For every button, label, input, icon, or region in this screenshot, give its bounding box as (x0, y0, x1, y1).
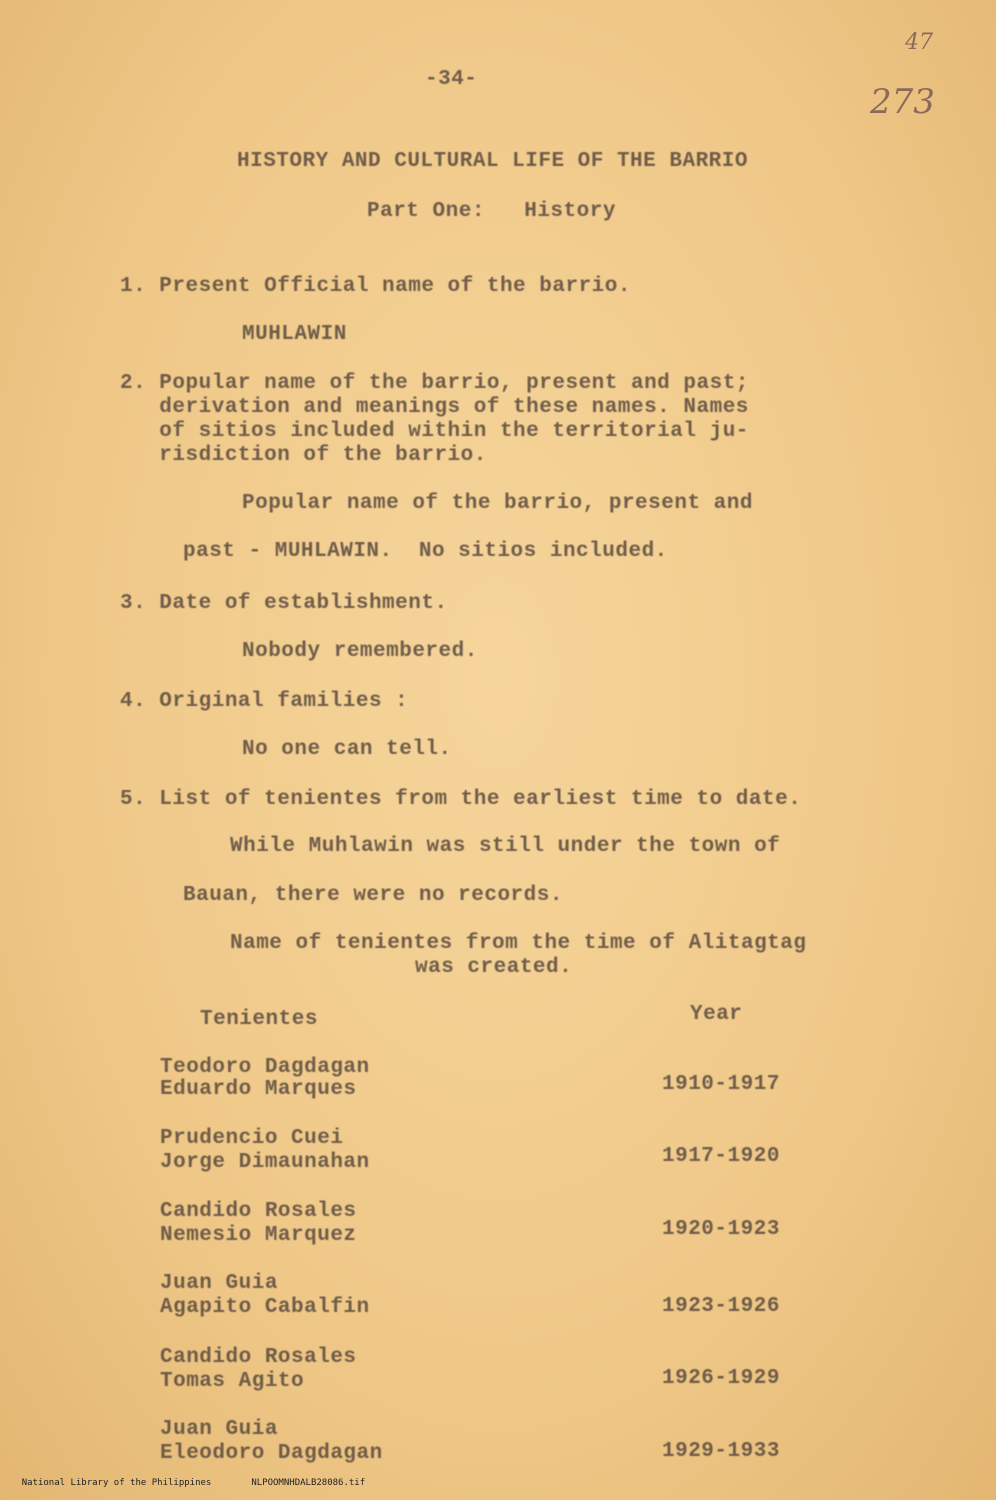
question-3: 3. Date of establishment. (120, 592, 448, 615)
teniente-name: Candido Rosales (160, 1200, 357, 1223)
teniente-years: 1926-1929 (662, 1367, 780, 1390)
teniente-years: 1917-1920 (662, 1145, 780, 1168)
answer-2-line: past - MUHLAWIN. No sitios included. (183, 540, 668, 563)
document-title: HISTORY AND CULTURAL LIFE OF THE BARRIO (237, 150, 748, 173)
question-5: 5. List of tenientes from the earliest time to date. (120, 788, 802, 811)
answer-2-line: Popular name of the barrio, present and (242, 492, 753, 515)
teniente-name: Juan Guia (160, 1418, 278, 1441)
answer-5-line: While Muhlawin was still under the town of (230, 835, 781, 858)
question-2-line: risdiction of the barrio. (120, 444, 487, 467)
column-header-year: Year (690, 1003, 743, 1026)
teniente-years: 1923-1926 (662, 1295, 780, 1318)
answer-1: MUHLAWIN (242, 323, 347, 346)
column-header-tenientes: Tenientes (200, 1008, 318, 1031)
question-2-line: of sitios included within the territorial ju- (120, 420, 749, 443)
tenientes-intro-line: Name of tenientes from the time of Alitagtag (230, 932, 807, 955)
teniente-name: Eleodoro Dagdagan (160, 1442, 383, 1465)
teniente-name: Prudencio Cuei (160, 1127, 344, 1150)
teniente-name: Agapito Cabalfin (160, 1296, 370, 1319)
teniente-name: Jorge Dimaunahan (160, 1151, 370, 1174)
teniente-years: 1920-1923 (662, 1218, 780, 1241)
question-2-line: 2. Popular name of the barrio, present and past; (120, 372, 749, 395)
margin-note-handwritten-number: 273 (870, 82, 935, 122)
answer-4: No one can tell. (242, 738, 452, 761)
teniente-name: Eduardo Marques (160, 1078, 357, 1101)
margin-note-top: 47 (905, 30, 933, 55)
question-4: 4. Original families : (120, 690, 409, 713)
tenientes-intro-line: was created. (415, 956, 573, 979)
page-number: -34- (425, 68, 478, 91)
footer-filename: NLPOOMNHDALB28086.tif (251, 1478, 366, 1488)
footer-library: National Library of the Philippines (21, 1478, 212, 1488)
scan-footer (0, 1468, 405, 1498)
teniente-name: Teodoro Dagdagan (160, 1056, 370, 1079)
teniente-years: 1910-1917 (662, 1073, 780, 1096)
part-heading: Part One: History (367, 200, 616, 223)
answer-3: Nobody remembered. (242, 640, 478, 663)
teniente-name: Nemesio Marquez (160, 1224, 357, 1247)
question-1: 1. Present Official name of the barrio. (120, 275, 631, 298)
answer-5-line: Bauan, there were no records. (183, 884, 563, 907)
teniente-name: Candido Rosales (160, 1346, 357, 1369)
teniente-name: Juan Guia (160, 1272, 278, 1295)
question-2-line: derivation and meanings of these names. Names (120, 396, 749, 419)
teniente-name: Tomas Agito (160, 1370, 305, 1393)
teniente-years: 1929-1933 (662, 1440, 780, 1463)
